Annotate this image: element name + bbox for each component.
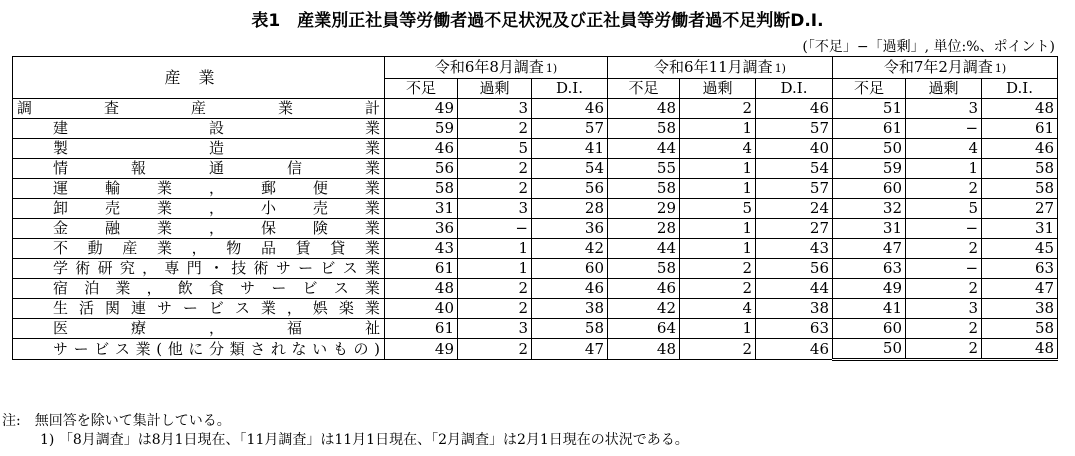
value-cell: 1 bbox=[458, 259, 532, 279]
unit-note: (「不足」−「過剰」, 単位:%、ポイント) bbox=[802, 39, 1055, 55]
value-cell: 1 bbox=[680, 179, 756, 199]
value-cell: 57 bbox=[756, 179, 833, 199]
value-cell: − bbox=[906, 219, 982, 239]
value-cell: 48 bbox=[982, 339, 1058, 360]
value-cell: 58 bbox=[608, 259, 680, 279]
value-cell: 56 bbox=[756, 259, 833, 279]
value-cell: 55 bbox=[608, 159, 680, 179]
value-cell: 1 bbox=[906, 159, 982, 179]
value-cell: 2 bbox=[458, 119, 532, 139]
value-cell: 31 bbox=[982, 219, 1058, 239]
table-row bbox=[13, 119, 1058, 139]
industry-label: 不 動 産 業 ， 物 品 賃 貸 業 bbox=[13, 239, 385, 259]
value-cell: 2 bbox=[906, 179, 982, 199]
value-cell: 29 bbox=[608, 199, 680, 219]
value-cell: 2 bbox=[906, 279, 982, 299]
table-row bbox=[13, 299, 1058, 319]
value-cell: 31 bbox=[833, 219, 906, 239]
table-row bbox=[13, 179, 1058, 199]
value-cell: 51 bbox=[833, 99, 906, 119]
industry-label: 宿 泊 業 ， 飲 食 サ ー ビ ス 業 bbox=[13, 279, 385, 299]
value-cell: 1 bbox=[680, 159, 756, 179]
value-cell: − bbox=[906, 119, 982, 139]
industry-label: 学 術 研 究 ， 専 門 ・ 技 術 サ ー ビ ス 業 bbox=[13, 259, 385, 279]
value-cell: 3 bbox=[906, 99, 982, 119]
value-cell: 40 bbox=[756, 139, 833, 159]
value-cell: 42 bbox=[608, 299, 680, 319]
value-cell: 63 bbox=[833, 259, 906, 279]
col-di: D.I. bbox=[756, 79, 833, 99]
survey-header-feb: 令和7年2月調査 1) bbox=[833, 57, 1058, 79]
value-cell: 58 bbox=[982, 159, 1058, 179]
col-di: D.I. bbox=[532, 79, 608, 99]
value-cell: 4 bbox=[680, 299, 756, 319]
value-cell: 2 bbox=[680, 259, 756, 279]
value-cell: 60 bbox=[532, 259, 608, 279]
survey-header-nov: 令和6年11月調査 1) bbox=[608, 57, 833, 79]
value-cell: 46 bbox=[608, 279, 680, 299]
value-cell: 1 bbox=[458, 239, 532, 259]
value-cell: 46 bbox=[532, 279, 608, 299]
col-shortage: 不足 bbox=[608, 79, 680, 99]
value-cell: 3 bbox=[458, 319, 532, 339]
value-cell: 2 bbox=[458, 339, 532, 360]
value-cell: 2 bbox=[458, 179, 532, 199]
value-cell: 57 bbox=[532, 119, 608, 139]
table-row bbox=[13, 339, 1058, 360]
industry-label: 運 輸 業 ， 郵 便 業 bbox=[13, 179, 385, 199]
value-cell: 43 bbox=[385, 239, 458, 259]
industry-label: 医 療 ， 福 祉 bbox=[13, 319, 385, 339]
value-cell: 49 bbox=[833, 279, 906, 299]
value-cell: 28 bbox=[608, 219, 680, 239]
table-row bbox=[13, 159, 1058, 179]
value-cell: 54 bbox=[532, 159, 608, 179]
value-cell: − bbox=[458, 219, 532, 239]
value-cell: 27 bbox=[982, 199, 1058, 219]
footnote-1: 1) 「8月調査」は8月1日現在、「11月調査」は11月1日現在、「2月調査」は2月1日現在の状況である。 bbox=[40, 432, 689, 448]
value-cell: 61 bbox=[385, 319, 458, 339]
value-cell: 44 bbox=[608, 139, 680, 159]
table-row bbox=[13, 199, 1058, 219]
col-di: D.I. bbox=[982, 79, 1058, 99]
value-cell: 38 bbox=[532, 299, 608, 319]
value-cell: − bbox=[906, 259, 982, 279]
col-surplus: 過剰 bbox=[458, 79, 532, 99]
value-cell: 58 bbox=[982, 179, 1058, 199]
value-cell: 48 bbox=[608, 339, 680, 360]
value-cell: 41 bbox=[833, 299, 906, 319]
value-cell: 2 bbox=[458, 279, 532, 299]
value-cell: 27 bbox=[756, 219, 833, 239]
value-cell: 63 bbox=[756, 319, 833, 339]
shortage-table bbox=[12, 56, 1058, 361]
industry-label: 生 活 関 連 サ ー ビ ス 業 ， 娯 楽 業 bbox=[13, 299, 385, 319]
value-cell: 36 bbox=[385, 219, 458, 239]
value-cell: 58 bbox=[608, 179, 680, 199]
value-cell: 2 bbox=[680, 339, 756, 360]
value-cell: 1 bbox=[680, 119, 756, 139]
value-cell: 44 bbox=[608, 239, 680, 259]
value-cell: 2 bbox=[458, 299, 532, 319]
industry-label: サ ー ビ ス 業 ( 他 に 分 類 さ れ な い も の ) bbox=[13, 339, 385, 360]
value-cell: 50 bbox=[833, 139, 906, 159]
industry-label: 建 設 業 bbox=[13, 119, 385, 139]
col-shortage: 不足 bbox=[833, 79, 906, 99]
value-cell: 3 bbox=[458, 99, 532, 119]
value-cell: 64 bbox=[608, 319, 680, 339]
value-cell: 46 bbox=[756, 339, 833, 360]
value-cell: 46 bbox=[756, 99, 833, 119]
table-row bbox=[13, 259, 1058, 279]
value-cell: 5 bbox=[906, 199, 982, 219]
value-cell: 46 bbox=[532, 99, 608, 119]
value-cell: 5 bbox=[458, 139, 532, 159]
industry-label: 調 査 産 業 計 bbox=[13, 99, 385, 119]
industry-label: 金 融 業 ， 保 険 業 bbox=[13, 219, 385, 239]
table-row bbox=[13, 99, 1058, 119]
value-cell: 54 bbox=[756, 159, 833, 179]
value-cell: 56 bbox=[532, 179, 608, 199]
value-cell: 50 bbox=[833, 339, 906, 360]
value-cell: 42 bbox=[532, 239, 608, 259]
col-surplus: 過剰 bbox=[906, 79, 982, 99]
value-cell: 31 bbox=[385, 199, 458, 219]
value-cell: 47 bbox=[982, 279, 1058, 299]
value-cell: 24 bbox=[756, 199, 833, 219]
value-cell: 46 bbox=[385, 139, 458, 159]
value-cell: 58 bbox=[982, 319, 1058, 339]
value-cell: 38 bbox=[982, 299, 1058, 319]
value-cell: 63 bbox=[982, 259, 1058, 279]
value-cell: 3 bbox=[906, 299, 982, 319]
table-row bbox=[13, 219, 1058, 239]
value-cell: 47 bbox=[532, 339, 608, 360]
value-cell: 49 bbox=[385, 339, 458, 360]
table-row bbox=[13, 139, 1058, 159]
table-row bbox=[13, 239, 1058, 259]
industry-label: 卸 売 業 ， 小 売 業 bbox=[13, 199, 385, 219]
value-cell: 45 bbox=[982, 239, 1058, 259]
value-cell: 58 bbox=[532, 319, 608, 339]
col-shortage: 不足 bbox=[385, 79, 458, 99]
value-cell: 46 bbox=[982, 139, 1058, 159]
value-cell: 36 bbox=[532, 219, 608, 239]
value-cell: 1 bbox=[680, 219, 756, 239]
value-cell: 2 bbox=[906, 239, 982, 259]
value-cell: 56 bbox=[385, 159, 458, 179]
value-cell: 1 bbox=[680, 239, 756, 259]
value-cell: 2 bbox=[906, 339, 982, 360]
value-cell: 44 bbox=[756, 279, 833, 299]
value-cell: 41 bbox=[532, 139, 608, 159]
table-title: 表1 産業別正社員等労働者過不足状況及び正社員等労働者過不足判断D.I. bbox=[251, 11, 824, 31]
value-cell: 40 bbox=[385, 299, 458, 319]
industry-label: 製 造 業 bbox=[13, 139, 385, 159]
value-cell: 2 bbox=[458, 159, 532, 179]
value-cell: 38 bbox=[756, 299, 833, 319]
table-row bbox=[13, 279, 1058, 299]
value-cell: 4 bbox=[680, 139, 756, 159]
table-row bbox=[13, 319, 1058, 339]
value-cell: 59 bbox=[833, 159, 906, 179]
survey-header-aug: 令和6年8月調査 1) bbox=[385, 57, 608, 79]
value-cell: 57 bbox=[756, 119, 833, 139]
value-cell: 58 bbox=[608, 119, 680, 139]
value-cell: 48 bbox=[385, 279, 458, 299]
value-cell: 1 bbox=[680, 319, 756, 339]
value-cell: 59 bbox=[385, 119, 458, 139]
col-surplus: 過剰 bbox=[680, 79, 756, 99]
value-cell: 48 bbox=[608, 99, 680, 119]
value-cell: 61 bbox=[833, 119, 906, 139]
value-cell: 4 bbox=[906, 139, 982, 159]
value-cell: 48 bbox=[982, 99, 1058, 119]
value-cell: 60 bbox=[833, 179, 906, 199]
value-cell: 61 bbox=[385, 259, 458, 279]
value-cell: 2 bbox=[906, 319, 982, 339]
industry-header: 産業 bbox=[13, 57, 385, 99]
value-cell: 3 bbox=[458, 199, 532, 219]
value-cell: 60 bbox=[833, 319, 906, 339]
value-cell: 47 bbox=[833, 239, 906, 259]
value-cell: 32 bbox=[833, 199, 906, 219]
industry-label: 情 報 通 信 業 bbox=[13, 159, 385, 179]
value-cell: 5 bbox=[680, 199, 756, 219]
value-cell: 61 bbox=[982, 119, 1058, 139]
value-cell: 28 bbox=[532, 199, 608, 219]
value-cell: 43 bbox=[756, 239, 833, 259]
value-cell: 2 bbox=[680, 279, 756, 299]
value-cell: 2 bbox=[680, 99, 756, 119]
value-cell: 58 bbox=[385, 179, 458, 199]
footnote-note: 注: 無回答を除いて集計している。 bbox=[2, 413, 231, 429]
value-cell: 49 bbox=[385, 99, 458, 119]
